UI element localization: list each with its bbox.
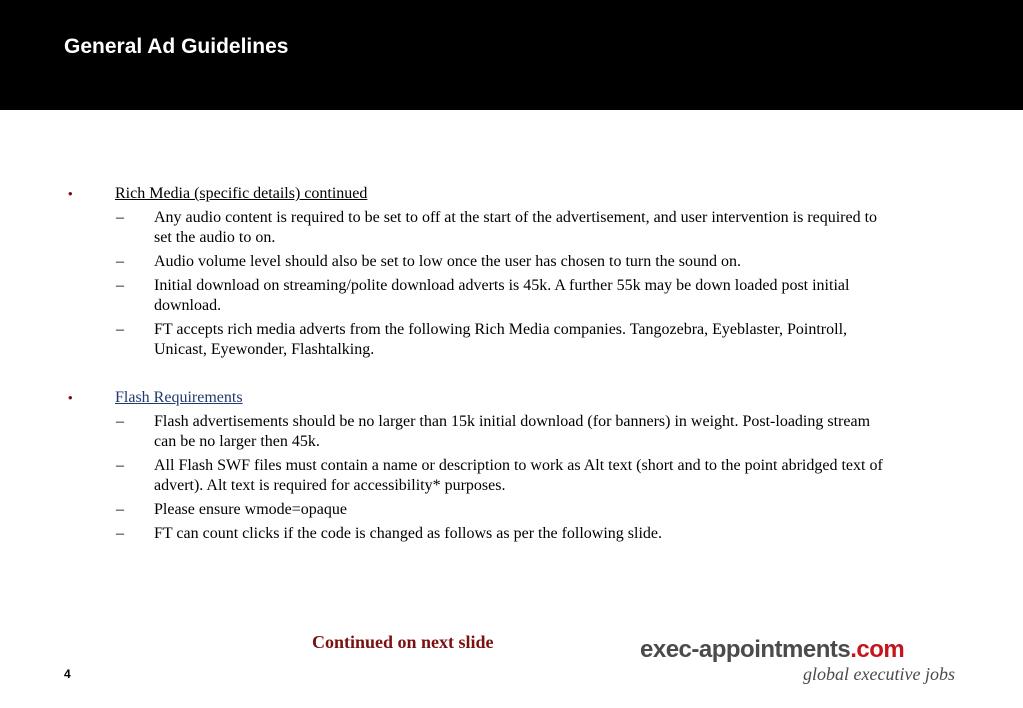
list-item-text: Audio volume level should also be set to low once the user has chosen to turn the sound on. [154, 253, 742, 270]
logo-tagline: global executive jobs [803, 664, 955, 684]
list-item [0, 524, 884, 544]
flash-requirements-list [0, 412, 1023, 544]
page-number: 4 [64, 667, 71, 681]
dash: – [116, 321, 124, 338]
logo-wordmark [640, 636, 904, 664]
slide-title: General Ad Guidelines [64, 35, 289, 58]
list-item [0, 276, 884, 316]
dash: – [116, 525, 124, 542]
continued-note: Continued on next slide [312, 632, 494, 652]
list-item-text: Any audio content is required to be set to off at the start of the advertisement, and user intervention is required to set the audio to on. [154, 209, 878, 246]
dash: – [116, 253, 124, 270]
dash: – [116, 413, 124, 430]
list-item-text: Flash advertisements should be no larger than 15k initial download (for banners) in weight. Post-loading stream can be no larger then 45k. [154, 413, 871, 450]
exec-appointments-logo [640, 636, 960, 686]
list-item [0, 456, 884, 496]
bullet-heading-flash: Flash Requirements [115, 389, 243, 406]
rich-media-list [0, 208, 1023, 360]
bullet-dot: • [68, 390, 73, 405]
slide-content [0, 184, 1023, 548]
logo-name: exec-appointments [640, 636, 851, 663]
bullet-heading-rich-media: Rich Media (specific details) continued [115, 185, 368, 202]
dash: – [116, 501, 124, 518]
bullet-rich-media [0, 184, 1023, 204]
bullet-dot: • [68, 186, 73, 201]
dash: – [116, 277, 124, 294]
section-gap [0, 364, 1023, 388]
list-item [0, 252, 884, 272]
list-item [0, 500, 884, 520]
list-item-text: FT accepts rich media adverts from the following Rich Media companies. Tangozebra, Eyeblaster, Pointroll, Unicast, Eyewonder, Flashtalking. [154, 321, 848, 358]
list-item [0, 320, 884, 360]
bullet-flash-requirements [0, 388, 1023, 408]
list-item-text: FT can count clicks if the code is changed as follows as per the following slide. [154, 525, 663, 542]
logo-tld: .com [850, 636, 905, 663]
dash: – [116, 209, 124, 226]
list-item-text: All Flash SWF files must contain a name or description to work as Alt text (short and to the point abridged text of advert). Alt text is required for accessibility* purposes. [154, 457, 883, 494]
list-item [0, 412, 884, 452]
header-bar [0, 0, 1023, 110]
list-item-text: Please ensure wmode=opaque [154, 501, 347, 518]
list-item [0, 208, 884, 248]
dash: – [116, 457, 124, 474]
list-item-text: Initial download on streaming/polite download adverts is 45k. A further 55k may be down loaded post initial download. [154, 277, 850, 314]
